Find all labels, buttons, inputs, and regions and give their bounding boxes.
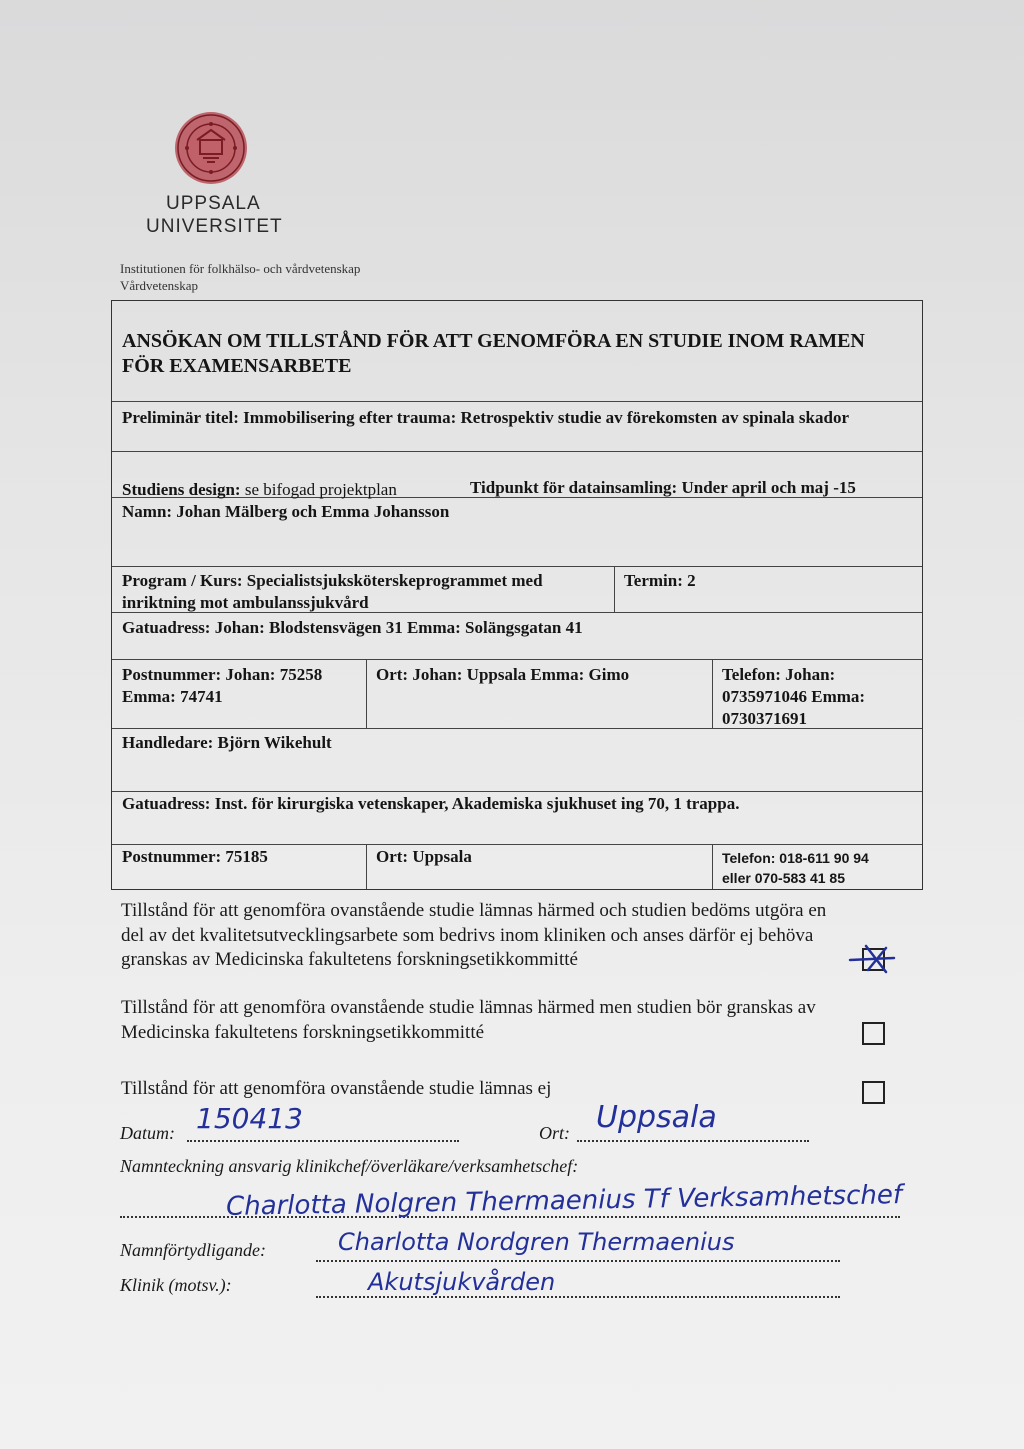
student-city: Ort: Johan: Uppsala Emma: Gimo [376,665,630,684]
supervisor-name: Handledare: Björn Wikehult [122,733,332,752]
name-clarification-line [316,1260,840,1262]
supervisor-city: Ort: Uppsala [376,847,472,866]
study-design-label: Studiens design: [122,480,241,499]
supervisor-phone [722,848,918,888]
student-names: Namn: Johan Mälberg och Emma Johansson [122,502,450,521]
signature-handwritten: Charlotta Nolgren Thermaenius Tf Verksamhetschef [225,1180,903,1222]
department-name: Vårdvetenskap [120,278,198,293]
date-line [187,1140,459,1142]
city-label: Ort: [539,1123,570,1143]
preliminary-title: Preliminär titel: Immobilisering efter trauma: Retrospektiv studie av förekomsten av spinala skador [122,408,850,427]
supervisor-street-address: Gatuadress: Inst. för kirurgiska vetenskaper, Akademiska sjukhuset ing 70, 1 trappa. [122,794,740,813]
name-clarification-handwritten: Charlotta Nordgren Thermaenius [338,1228,735,1256]
institution-name: Institutionen för folkhälso- och vårdvetenskap [120,261,361,276]
name-clarification-label: Namnförtydligande: [120,1240,266,1260]
checkmark-cross-icon [846,940,898,976]
supervisor-phone-line1: Telefon: 018-611 90 94 [722,850,869,866]
supervisor-phone-line2: eller 070-583 41 85 [722,870,845,886]
term: Termin: 2 [624,571,696,590]
signature-label: Namnteckning ansvarig klinikchef/överläkare/verksamhetschef: [120,1156,579,1176]
city-handwritten: Uppsala [596,1100,717,1135]
uppsala-university-seal-icon [173,110,249,186]
clinic-label: Klinik (motsv.): [120,1275,232,1295]
university-name-line2: UNIVERSITET [146,216,283,237]
study-design [122,479,462,501]
university-name-line1: UPPSALA [166,193,261,214]
option2-statement: Tillstånd för att genomföra ovanstående studie lämnas härmed men studien bör granskas av Medicinska fakultetens forskningsetikkommitté [121,997,816,1043]
option2-checkbox[interactable] [862,1022,885,1045]
data-collection-time: Tidpunkt för datainsamling: Under april och maj -15 [470,478,856,497]
program-course: Program / Kurs: Specialistsjuksköterskeprogrammet med inriktning mot ambulanssjukvård [122,571,543,612]
application-form-table [111,300,923,890]
option1-statement: Tillstånd för att genomföra ovanstående studie lämnas härmed och studien bedöms utgöra en del av det kvalitetsutvecklingsarbete som bedrivs inom kliniken och anses därför ej behöva granskas av Medicinska fakultetens forskningsetikkommitté [121,900,827,970]
clinic-handwritten: Akutsjukvården [368,1268,556,1296]
date-handwritten: 150413 [196,1102,303,1135]
city-line [577,1140,809,1142]
student-postal-code: Postnummer: Johan: 75258 Emma: 74741 [122,665,323,706]
form-title: ANSÖKAN OM TILLSTÅND FÖR ATT GENOMFÖRA EN STUDIE INOM RAMEN FÖR EXAMENSARBETE [122,330,865,377]
student-street-address: Gatuadress: Johan: Blodstensvägen 31 Emma: Solängsgatan 41 [122,618,583,637]
study-design-value: se bifogad projektplan [240,480,397,499]
option3-checkbox[interactable] [862,1081,885,1104]
date-label: Datum: [120,1123,175,1143]
supervisor-postal-code: Postnummer: 75185 [122,847,268,866]
clinic-line [316,1296,840,1298]
student-phone: Telefon: Johan: 0735971046 Emma: 0730371691 [722,665,866,728]
option3-statement: Tillstånd för att genomföra ovanstående studie lämnas ej [121,1078,552,1099]
